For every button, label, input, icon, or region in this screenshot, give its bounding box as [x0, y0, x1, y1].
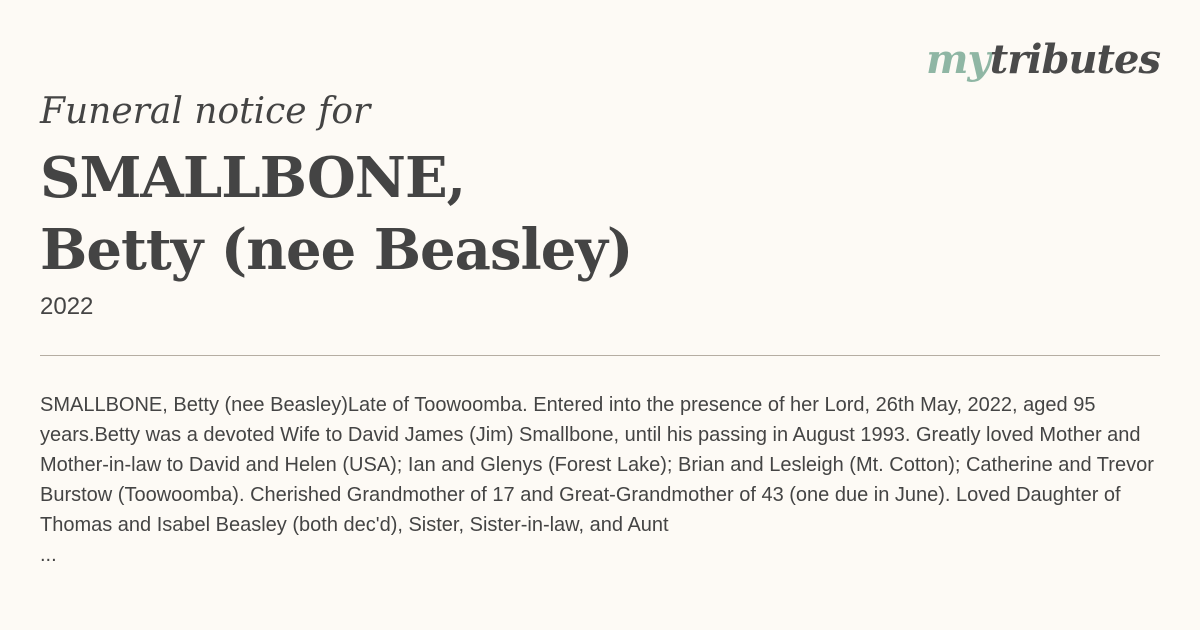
mytributes-logo: [926, 36, 1160, 84]
notice-year: 2022: [40, 293, 94, 320]
logo-text-tributes: tributes: [989, 36, 1160, 83]
deceased-surname: SMALLBONE,: [40, 145, 466, 211]
deceased-name: [40, 142, 632, 286]
notice-subtitle: Funeral notice for: [40, 91, 371, 132]
logo-text-my: my: [926, 36, 990, 83]
deceased-given-name: Betty (nee Beasley): [40, 217, 633, 283]
divider: [40, 355, 1160, 356]
notice-excerpt: SMALLBONE, Betty (nee Beasley)Late of Toowoomba. Entered into the presence of her Lord, 26th May, 2022, aged 95 years.Betty was a devoted Wife to David James (Jim) Smallbone, until his passing in August 1993. Greatly loved Mother and Mother-in-law to David and Helen (USA); Ian and Glenys (Forest Lake); Brian and Lesleigh (Mt. Cotton); Catherine and Trevor Burstow (Toowoomba). Cherished Grandmother of 17 and Great-Grandmother of 43 (one due in June). Loved Daughter of Thomas and Isabel Beasley (both dec'd), Sister, Sister-in-law, and Aunt: [40, 394, 1154, 536]
excerpt-ellipsis: ...: [40, 544, 57, 566]
